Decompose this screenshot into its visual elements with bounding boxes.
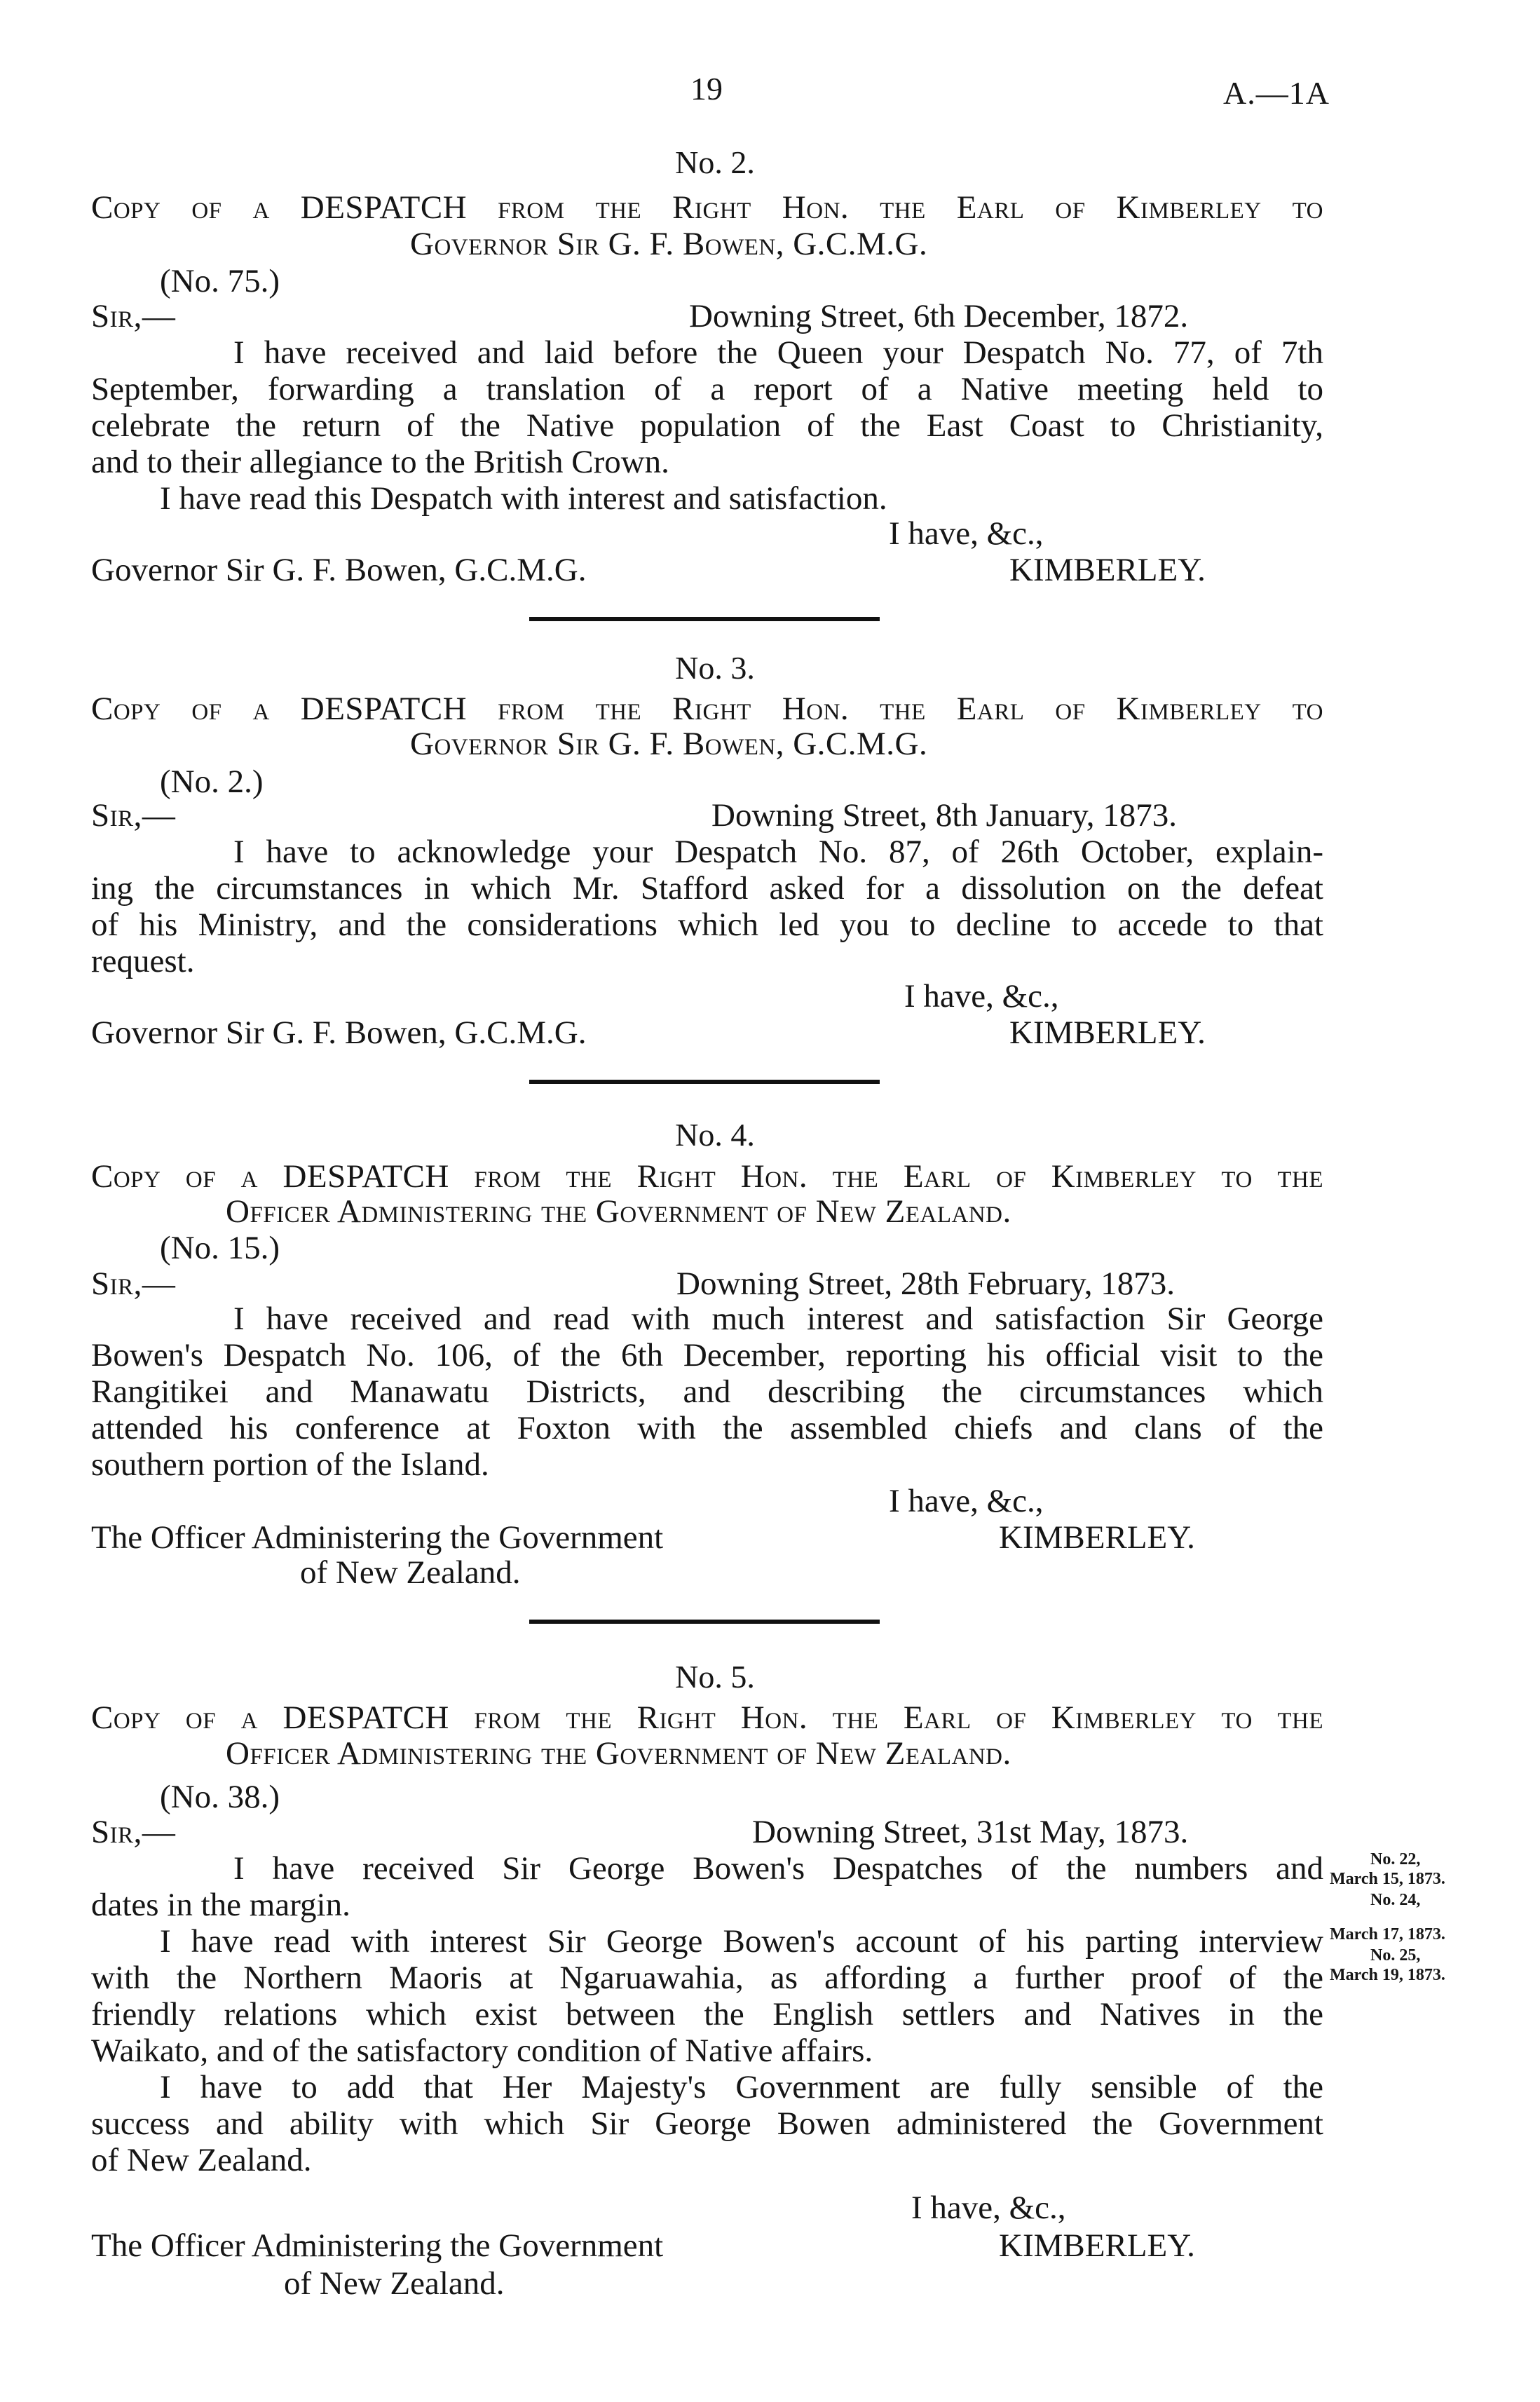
despatch-number: (No. 15.): [160, 1230, 280, 1266]
addressee: Governor Sir G. F. Bowen, G.C.M.G.: [91, 552, 587, 588]
body-line: I have received and laid before the Queen your Despatch No. 77, of 7th: [233, 334, 1323, 371]
body-line: Rangitikei and Manawatu Districts, and describing the circumstances which: [91, 1373, 1323, 1410]
salutation: Sir,—: [91, 797, 176, 834]
despatch-number: (No. 2.): [160, 764, 264, 800]
body-line: attended his conference at Foxton with the assembled chiefs and clans of the: [91, 1410, 1323, 1446]
body-line: celebrate the return of the Native population of the East Coast to Christianity,: [91, 407, 1323, 444]
salutation: Sir,—: [91, 1266, 176, 1302]
despatch-title: Copy of a DESPATCH from the Right Hon. the Earl of Kimberley to: [91, 189, 1323, 226]
place-date: Downing Street, 31st May, 1873.: [752, 1814, 1189, 1850]
addressee: of New Zealand.: [284, 2265, 505, 2302]
body-line: with the Northern Maoris at Ngaruawahia, as affording a further proof of the: [91, 1960, 1323, 1996]
section-number: No. 2.: [675, 144, 755, 180]
section-divider: [529, 1080, 880, 1084]
body-line: of his Ministry, and the considerations which led you to decline to accede to that: [91, 907, 1323, 943]
body-line: southern portion of the Island.: [91, 1446, 489, 1483]
body-line: success and ability with which Sir George Bowen administered the Government: [91, 2105, 1323, 2142]
body-line: dates in the margin.: [91, 1887, 350, 1923]
margin-note: March 15, 1873.: [1330, 1870, 1445, 1888]
body-line: Bowen's Despatch No. 106, of the 6th December, reporting his official visit to the: [91, 1337, 1323, 1373]
document-reference: A.—1A: [1223, 75, 1330, 111]
place-date: Downing Street, 28th February, 1873.: [676, 1266, 1175, 1302]
closing: I have, &c.,: [889, 1483, 1044, 1519]
despatch-addressee-title: Officer Administering the Government of New Zealand.: [226, 1735, 1011, 1772]
body-line: I have to acknowledge your Despatch No. 87, of 26th October, explain-: [233, 834, 1323, 870]
closing: I have, &c.,: [911, 2190, 1066, 2226]
place-date: Downing Street, 8th January, 1873.: [711, 797, 1177, 834]
margin-note: March 19, 1873.: [1330, 1966, 1445, 1984]
section-number: No. 5.: [675, 1659, 755, 1695]
despatch-title: Copy of a DESPATCH from the Right Hon. the Earl of Kimberley to the: [91, 1699, 1323, 1736]
body-line: I have to add that Her Majesty's Government are fully sensible of the: [160, 2069, 1323, 2105]
page-number: 19: [690, 71, 723, 107]
signature: KIMBERLEY.: [1009, 552, 1206, 588]
body-line: I have received Sir George Bowen's Despatches of the numbers and: [233, 1850, 1323, 1887]
despatch-title: Copy of a DESPATCH from the Right Hon. the Earl of Kimberley to the: [91, 1158, 1323, 1195]
section-number: No. 4.: [675, 1117, 755, 1153]
despatch-addressee-title: Governor Sir G. F. Bowen, G.C.M.G.: [410, 226, 928, 262]
section-divider: [529, 1620, 880, 1624]
body-line: of New Zealand.: [91, 2142, 312, 2178]
body-line: friendly relations which exist between the English settlers and Natives in the: [91, 1996, 1323, 2033]
signature: KIMBERLEY.: [1009, 1015, 1206, 1051]
despatch-title: Copy of a DESPATCH from the Right Hon. the Earl of Kimberley to: [91, 691, 1323, 727]
place-date: Downing Street, 6th December, 1872.: [689, 298, 1189, 334]
closing: I have, &c.,: [904, 978, 1059, 1015]
body-line: September, forwarding a translation of a report of a Native meeting held to: [91, 371, 1323, 407]
despatch-number: (No. 75.): [160, 263, 280, 299]
salutation: Sir,—: [91, 1814, 176, 1850]
signature: KIMBERLEY.: [999, 2227, 1195, 2264]
body-line: I have received and read with much interest and satisfaction Sir George: [233, 1301, 1323, 1337]
addressee: The Officer Administering the Government: [91, 2227, 664, 2264]
signature: KIMBERLEY.: [999, 1519, 1195, 1556]
despatch-number: (No. 38.): [160, 1779, 280, 1815]
margin-note: No. 25,: [1370, 1946, 1421, 1965]
addressee: Governor Sir G. F. Bowen, G.C.M.G.: [91, 1015, 587, 1051]
margin-note: No. 22,: [1370, 1850, 1421, 1868]
addressee: of New Zealand.: [300, 1554, 521, 1591]
margin-note: March 17, 1873.: [1330, 1925, 1445, 1943]
body-line: ing the circumstances in which Mr. Stafford asked for a dissolution on the defeat: [91, 870, 1323, 907]
body-line: request.: [91, 943, 195, 979]
addressee: The Officer Administering the Government: [91, 1519, 664, 1556]
body-line: I have read this Despatch with interest and satisfaction.: [160, 480, 887, 517]
body-line: and to their allegiance to the British Crown.: [91, 444, 669, 480]
body-line: I have read with interest Sir George Bowen's account of his parting interview: [160, 1923, 1323, 1960]
despatch-addressee-title: Governor Sir G. F. Bowen, G.C.M.G.: [410, 726, 928, 762]
margin-note: No. 24,: [1370, 1891, 1421, 1909]
section-divider: [529, 617, 880, 621]
body-line: Waikato, and of the satisfactory condition of Native affairs.: [91, 2033, 873, 2069]
section-number: No. 3.: [675, 650, 755, 686]
salutation: Sir,—: [91, 298, 176, 334]
closing: I have, &c.,: [889, 515, 1044, 552]
despatch-addressee-title: Officer Administering the Government of New Zealand.: [226, 1193, 1011, 1230]
